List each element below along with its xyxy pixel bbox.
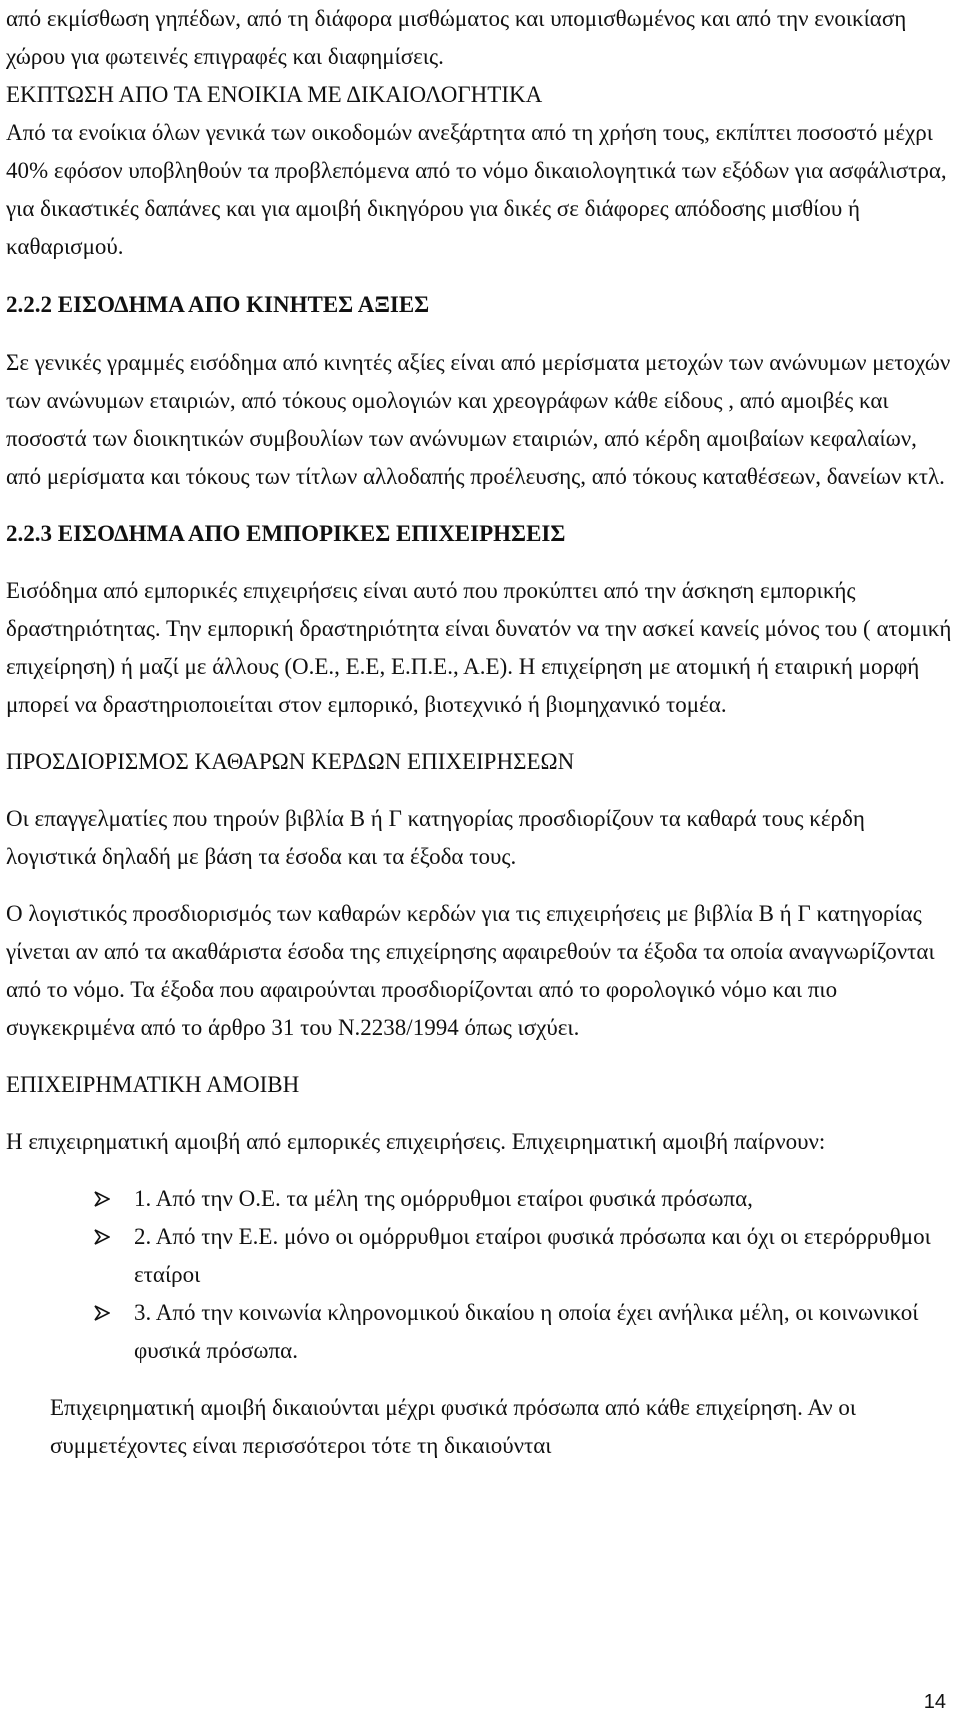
heading-business-fee: ΕΠΙΧΕΙΡΗΜΑΤΙΚΗ ΑΜΟΙΒΗ: [6, 1072, 300, 1097]
arrowhead-bullet-icon: [94, 1191, 110, 1207]
list-item: [6, 1218, 956, 1294]
business-fee-list: [6, 1180, 956, 1370]
paragraph-rent-deduction: Από τα ενοίκια όλων γενικά των οικοδομών ανεξάρτητα από τη χρήση τους, εκπίπτει ποσοστό μέχρι 40% εφόσον υποβληθούν τα προβλεπόμενα από το νόμο δικαιολογητικά των εξόδων για ασφάλιστρα, για δικαστικές δαπάνες και για αμοιβή δικηγόρου για δικές σε διάφορες απόδοσης μισθίου ή καθαρισμού.: [6, 120, 947, 259]
arrowhead-bullet-icon: [94, 1229, 110, 1245]
heading-net-profit: ΠΡΟΣΔΙΟΡΙΣΜΟΣ ΚΑΘΑΡΩΝ ΚΕΡΔΩΝ ΕΠΙΧΕΙΡΗΣΕΩΝ: [6, 749, 575, 774]
list-item: [6, 1294, 956, 1370]
list-item-text: 2. Από την Ε.Ε. μόνο οι ομόρρυθμοι εταίροι φυσικά πρόσωπα και όχι οι ετερόρρυθμοι εταίροι: [134, 1224, 931, 1287]
list-item: [6, 1180, 956, 1218]
paragraph-section-2-2-3: Εισόδημα από εμπορικές επιχειρήσεις είναι αυτό που προκύπτει από την άσκηση εμπορικής δραστηριότητας. Την εμπορική δραστηριότητα είναι δυνατόν να την ασκεί κανείς μόνος του ( ατομική επιχείρηση) ή μαζί με άλλους (Ο.Ε., Ε.Ε, Ε.Π.Ε., Α.Ε). Η επιχείρηση με ατομική ή εταιρική μορφή μπορεί να δραστηριοποιείται στον εμπορικό, βιοτεχνικό ή βιομηχανικό τομέα.: [6, 578, 952, 717]
paragraph-business-fee: Η επιχειρηματική αμοιβή από εμπορικές επιχειρήσεις. Επιχειρηματική αμοιβή παίρνουν:: [6, 1129, 826, 1154]
paragraph-net-profit-2: Ο λογιστικός προσδιορισμός των καθαρών κερδών για τις επιχειρήσεις με βιβλία Β ή Γ κατηγορίας γίνεται αν από τα ακαθάριστα έσοδα της επιχείρησης αφαιρεθούν τα έξοδα τα οποία αναγνωρίζονται από το νόμο. Τα έξοδα που αφαιρούνται προσδιορίζονται από το φορολογικό νόμο και πιο συγκεκριμένα από το άρθρο 31 του Ν.2238/1994 όπως ισχύει.: [6, 901, 935, 1040]
paragraph-final: Επιχειρηματική αμοιβή δικαιούνται μέχρι φυσικά πρόσωπα από κάθε επιχείρηση. Αν οι συμμετέχοντες είναι περισσότεροι τότε τη δικαιούνται: [50, 1395, 857, 1458]
heading-rent-deduction: ΕΚΠΤΩΣΗ ΑΠΟ ΤΑ ΕΝΟΙΚΙΑ ΜΕ ΔΙΚΑΙΟΛΟΓΗΤΙΚΑ: [6, 82, 543, 107]
heading-section-2-2-3: 2.2.3 ΕΙΣΟΔΗΜΑ ΑΠΟ ΕΜΠΟΡΙΚΕΣ ΕΠΙΧΕΙΡΗΣΕΙΣ: [6, 521, 566, 546]
list-item-text: 1. Από την Ο.Ε. τα μέλη της ομόρρυθμοι εταίροι φυσικά πρόσωπα,: [134, 1186, 753, 1211]
paragraph-net-profit-1: Οι επαγγελματίες που τηρούν βιβλία Β ή Γ κατηγορίας προσδιορίζουν τα καθαρά τους κέρδη λογιστικά δηλαδή με βάση τα έσοδα και τα έξοδα τους.: [6, 806, 865, 869]
document-page: [6, 0, 956, 1465]
intro-paragraph: από εκμίσθωση γηπέδων, από τη διάφορα μισθώματος και υπομισθωμένος και από την ενοικίαση χώρου για φωτεινές επιγραφές και διαφημίσεις.: [6, 6, 907, 69]
paragraph-section-2-2-2: Σε γενικές γραμμές εισόδημα από κινητές αξίες είναι από μερίσματα μετοχών των ανώνυμων μετοχών των ανώνυμων εταιριών, από τόκους ομολογιών και χρεογράφων κάθε είδους , από αμοιβές και ποσοστά των διοικητικών συμβουλίων των ανώνυμων εταιριών, από κέρδη αμοιβαίων κεφαλαίων, από μερίσματα και τόκους των τίτλων αλλοδαπής προέλευσης, από τόκους καταθέσεων, δανείων κτλ.: [6, 350, 951, 489]
page-number: 14: [923, 1691, 946, 1713]
arrowhead-bullet-icon: [94, 1305, 110, 1321]
heading-section-2-2-2: 2.2.2 ΕΙΣΟΔΗΜΑ ΑΠΟ ΚΙΝΗΤΕΣ ΑΞΙΕΣ: [6, 292, 430, 317]
list-item-text: 3. Από την κοινωνία κληρονομικού δικαίου η οποία έχει ανήλικα μέλη, οι κοινωνικοί φυσικά πρόσωπα.: [134, 1300, 919, 1363]
